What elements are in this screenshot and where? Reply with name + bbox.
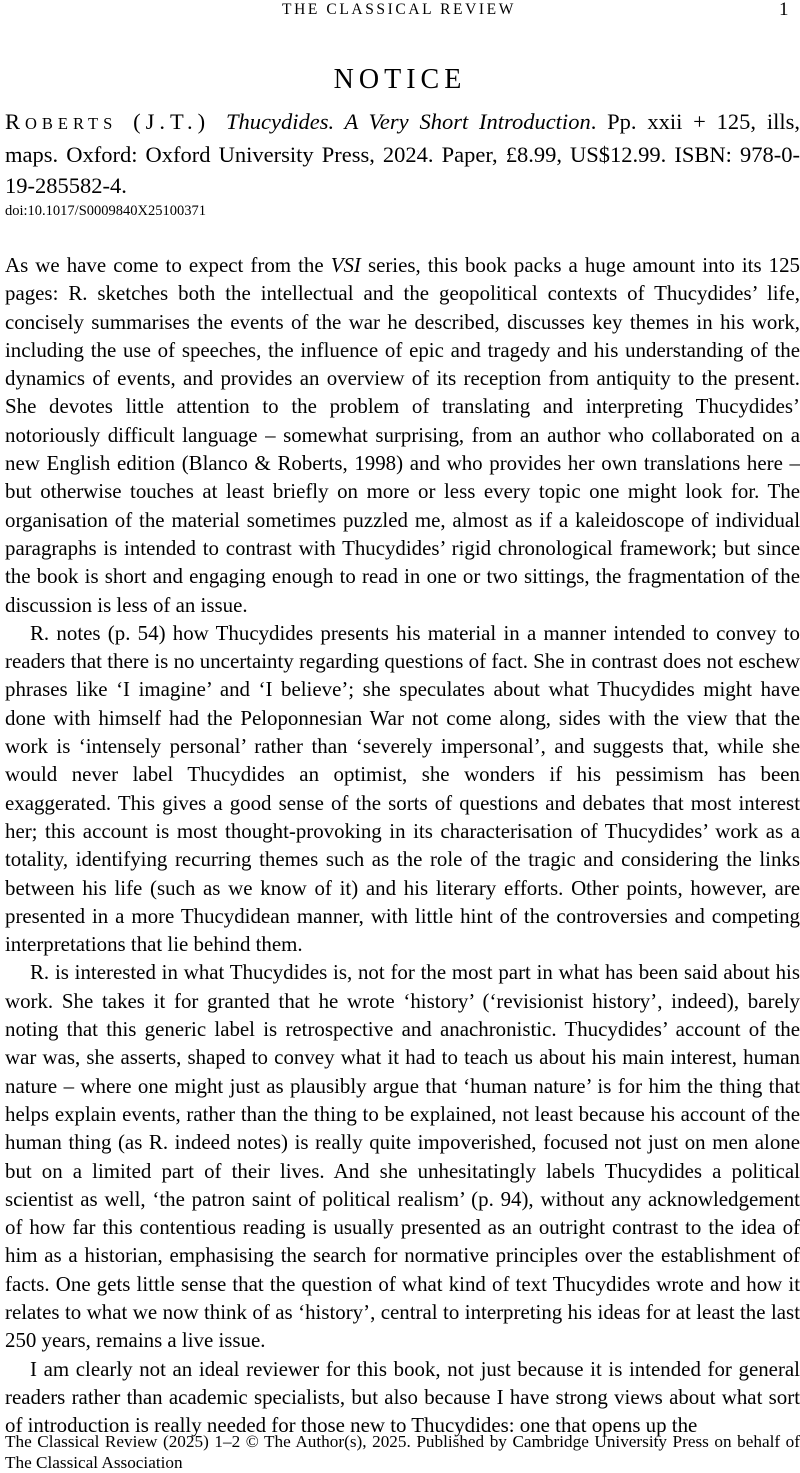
author-initials: (J.T.) [117, 109, 226, 134]
review-paragraph-1 [5, 251, 800, 619]
author-initial: R [5, 109, 26, 134]
review-body [5, 251, 800, 1439]
paragraph-text: series, this book packs a huge amount into its 125 pages: R. sketches both the intellectual and the geopolitical contexts of Thucydides’ life, concisely summarises the events of the war he described, discusses key themes in his work, including the use of speeches, the influence of epic and tragedy and his understanding of the dynamics of events, and provides an overview of its reception from antiquity to the present. She devotes little attention to the problem of translating and interpreting Thucydides’ notoriously difficult language – somewhat surprising, from an author who collaborated on a new English edition (Blanco & Roberts, 1998) and who provides her own translations here – but otherwise touches at least briefly on more or less every topic one might look for. The organisation of the material sometimes puzzled me, almost as if a kaleidoscope of individual paragraphs is intended to contrast with Thucydides’ rigid chronological framework; but since the book is short and engaging enough to read in one or two sittings, the fragmentation of the discussion is less of an issue. [5, 253, 800, 617]
paragraph-text: As we have come to expect from the [5, 253, 331, 277]
book-details: . Pp. xxii + 125, ills, maps. Oxford: Oxford University Press, 2024. Paper, £8.99, US$12.99. ISBN: 978-0-19-285582-4. [5, 109, 800, 198]
review-paragraph-3: R. is interested in what Thucydides is, not for the most part in what has been said about his work. She takes it for granted that he wrote ‘history’ (‘revisionist history’, indeed), barely noting that this generic label is retrospective and anachronistic. Thucydides’ account of the war was, she asserts, shaped to convey what it had to teach us about his main interest, human nature – where one might just as plausibly argue that ‘human nature’ is for him the thing that helps explain events, rather than the thing to be explained, not least because his account of the human thing (as R. indeed notes) is really quite impoverished, focused not just on men alone but on a limited part of their lives. And she unhesitatingly labels Thucydides a political scientist as well, ‘the patron saint of political realism’ (p. 94), without any acknowledgement of how far this contentious reading is usually presented as an outright contrast to the idea of him as a historian, emphasising the search for normative principles over the establishment of facts. One gets little sense that the question of what kind of text Thucydides wrote and how it relates to what we now think of as ‘history’, central to interpreting his ideas for at least the last 250 years, remains a live issue. [5, 960, 800, 1353]
book-title: Thucydides. A Very Short Introduction [226, 109, 591, 134]
review-paragraph-2: R. notes (p. 54) how Thucydides presents his material in a manner intended to convey to readers that there is no uncertainty regarding questions of fact. She in contrast does not eschew phrases like ‘I imagine’ and ‘I believe’; she speculates about what Thucydides might have done with himself had the Peloponnesian War not come along, sides with the view that the work is ‘intensely personal’ rather than ‘severely impersonal’, and suggests that, while she would never label Thucydides an optimist, she wonders if his pessimism has been exaggerated. This gives a good sense of the sorts of questions and debates that most interest her; this account is most thought-provoking in its characterisation of Thucydides’ work as a totality, identifying recurring themes such as the role of the tragic and considering the links between his life (such as we know of it) and his literary efforts. Other points, however, are presented in a more Thucydidean manner, with little hint of the controversies and competing interpretations that lie behind them. [5, 620, 800, 957]
author-surname: OBERTS [25, 114, 118, 133]
book-citation [5, 106, 800, 201]
book-author [5, 109, 226, 134]
review-paragraph-4: I am clearly not an ideal reviewer for this book, not just because it is intended for general readers rather than academic specialists, but also because I have strong views about what sort of introduction is really needed for those new to Thucydides: one that opens up the [5, 1356, 800, 1438]
journal-name: THE CLASSICAL REVIEW [282, 1, 516, 18]
page-number: 1 [779, 0, 789, 20]
notice-heading: NOTICE [333, 64, 467, 95]
page-footer: The Classical Review (2025) 1–2 © The Author(s), 2025. Published by Cambridge University Press on behalf of The Classical Association [5, 1432, 800, 1472]
doi: doi:10.1017/S0009840X25100371 [5, 203, 206, 219]
running-head [0, 0, 800, 22]
series-name: VSI [330, 253, 361, 277]
